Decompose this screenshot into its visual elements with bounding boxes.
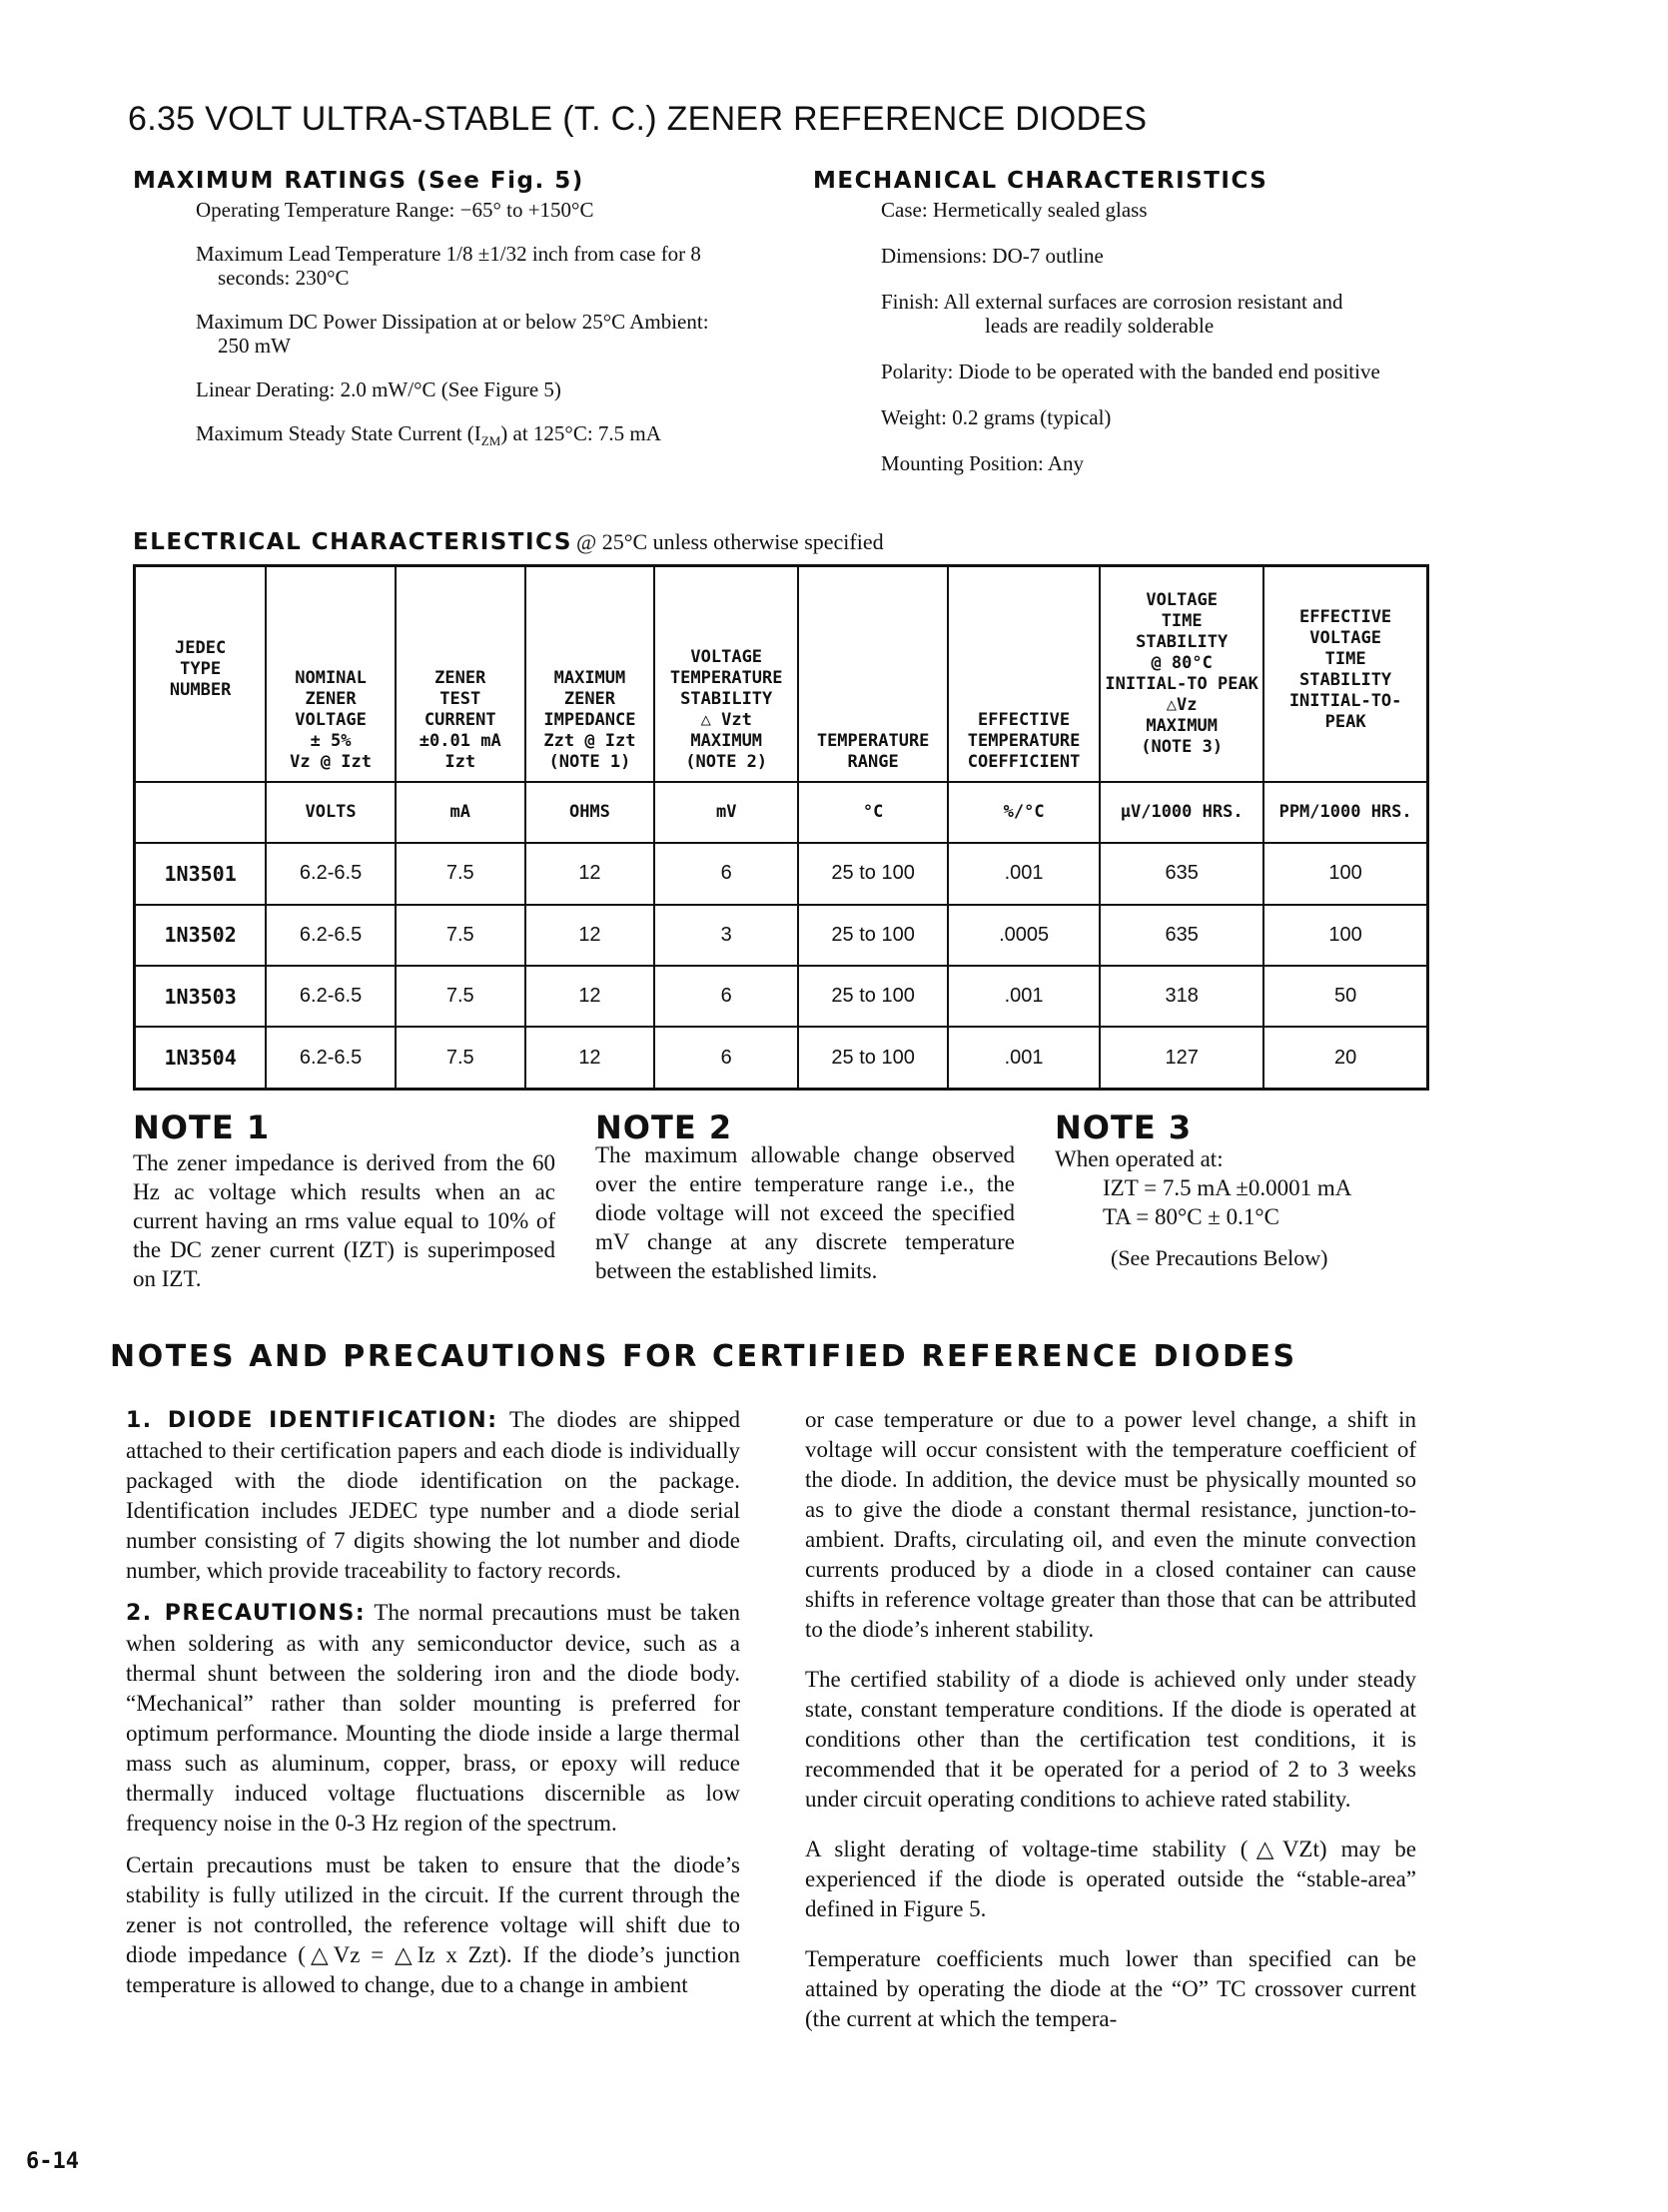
mech-weight: Weight: 0.2 grams (typical)	[881, 405, 1112, 429]
table-row	[135, 966, 1428, 1027]
cell-type: 1N3503	[135, 966, 267, 1027]
precautions-heading: 2. PRECAUTIONS:	[126, 1601, 367, 1626]
header-nominal-voltage: NOMINAL ZENER VOLTAGE ± 5% Vz @ Izt	[266, 566, 396, 782]
cell: 7.5	[396, 843, 525, 904]
rating-steady-current: Maximum Steady State Current $(I_{ZM})$ at 125°C: 7.5 mA	[196, 421, 661, 449]
rating-derating: Linear Derating: 2.0 mW/°C (See Figure 5)	[196, 377, 561, 401]
electrical-heading-row	[133, 529, 884, 555]
page-title: 6.35 VOLT ULTRA-STABLE (T. C.) ZENER REFERENCE DIODES	[128, 100, 1148, 138]
cell: 25 to 100	[798, 843, 948, 904]
header-test-current: ZENER TEST CURRENT ±0.01 mA Izt	[396, 566, 525, 782]
electrical-heading-suffix: @ 25°C unless otherwise specified	[575, 529, 884, 554]
table-units-row	[135, 782, 1428, 843]
max-ratings-heading: MAXIMUM RATINGS (See Fig. 5)	[133, 168, 584, 194]
cell: .001	[948, 966, 1100, 1027]
electrical-table	[133, 564, 1429, 1091]
precautions-left-column	[126, 1405, 740, 2012]
right-paragraph-1: or case temperature or due to a power level change, a shift in voltage will occur consistent with the temperature coefficient of the diode. In addition, the device must be physically mounted so as to give the diode a constant thermal resistance, junction-to-ambient. Drafts, circulating oil, and even the minute convection currents produced by a diode in a closed container can cause shifts in reference voltage greater than those that can be attributed to the diode’s inherent stability.	[805, 1407, 1416, 1642]
cell-type: 1N3502	[135, 905, 267, 966]
cell: 7.5	[396, 966, 525, 1027]
table-row	[135, 1027, 1428, 1089]
note-3-line: (See Precautions Below)	[1111, 1245, 1328, 1270]
cell: 25 to 100	[798, 905, 948, 966]
header-jedec: JEDEC TYPE NUMBER	[135, 566, 267, 782]
mech-case: Case: Hermetically sealed glass	[881, 198, 1148, 222]
precautions-right-column	[805, 1405, 1416, 2046]
header-temp-stability: VOLTAGE TEMPERATURE STABILITY △ Vzt MAXIMUM (NOTE 2)	[654, 566, 798, 782]
header-temp-coefficient: EFFECTIVE TEMPERATURE COEFFICIENT	[948, 566, 1100, 782]
cell: 100	[1263, 905, 1427, 966]
cell: 100	[1263, 843, 1427, 904]
cell: 3	[654, 905, 798, 966]
note-3-line: TA = 80°C ± 0.1°C	[1103, 1204, 1279, 1229]
cell-type: 1N3504	[135, 1027, 267, 1089]
unit-cell: °C	[798, 782, 948, 843]
cell: 635	[1100, 905, 1263, 966]
diode-identification-heading: 1. DIODE IDENTIFICATION:	[126, 1408, 498, 1433]
header-impedance: MAXIMUM ZENER IMPEDANCE Zzt @ Izt (NOTE 1)	[525, 566, 655, 782]
note-3-line: IZT = 7.5 mA ±0.0001 mA	[1103, 1175, 1352, 1200]
note-2-text: The maximum allowable change observed over the entire temperature range i.e., the diode voltage will not exceed the specified mV change at any discrete temperature between the established limits.	[595, 1142, 1015, 1283]
right-paragraph-2: The certified stability of a diode is achieved only under steady state, constant temperature conditions. If the diode is operated at conditions other than the certification test conditions, it is recommended that it be operated for a period of 2 to 3 weeks under circuit operating conditions to achieve rated stability.	[805, 1667, 1416, 1812]
header-temp-range: TEMPERATURE RANGE	[798, 566, 948, 782]
unit-cell: VOLTS	[266, 782, 396, 843]
cell: 12	[525, 843, 655, 904]
page-number: 6-14	[26, 2149, 79, 2174]
cell: 6.2-6.5	[266, 905, 396, 966]
diode-identification-paragraph: 1. DIODE IDENTIFICATION: The diodes are shipped attached to their certification papers and each diode is individually packaged with the diode identification on the package. Identification includes JEDEC type number and a diode serial number consisting of 7 digits showing the lot number and diode number, which provide traceability to factory records.	[126, 1407, 740, 1583]
cell: 6	[654, 1027, 798, 1089]
table-row	[135, 905, 1428, 966]
cell: 127	[1100, 1027, 1263, 1089]
note-3-heading: NOTE 3	[1055, 1108, 1193, 1146]
cell: 318	[1100, 966, 1263, 1027]
note-2-heading: NOTE 2	[595, 1108, 733, 1146]
note-3-text	[1055, 1144, 1454, 1272]
cell: 635	[1100, 843, 1263, 904]
unit-cell: mA	[396, 782, 525, 843]
mech-mounting: Mounting Position: Any	[881, 451, 1085, 475]
mech-finish: Finish: All external surfaces are corrosion resistant and leads are readily solderable	[881, 290, 1343, 338]
cell: 7.5	[396, 905, 525, 966]
right-paragraph-3: A slight derating of voltage-time stability (△VZt) may be experienced if the diode is operated outside the “stable-area” defined in Figure 5.	[805, 1837, 1416, 1921]
rating-operating-temp: Operating Temperature Range: −65° to +150°C	[196, 198, 594, 222]
mech-polarity: Polarity: Diode to be operated with the banded end positive	[881, 360, 1380, 383]
cell: 12	[525, 966, 655, 1027]
mech-dimensions: Dimensions: DO-7 outline	[881, 244, 1104, 268]
cell: 6.2-6.5	[266, 1027, 396, 1089]
cell: 25 to 100	[798, 966, 948, 1027]
cell: 6	[654, 843, 798, 904]
cell: 6.2-6.5	[266, 966, 396, 1027]
mechanical-heading: MECHANICAL CHARACTERISTICS	[813, 168, 1268, 194]
cell: 25 to 100	[798, 1027, 948, 1089]
table-row	[135, 843, 1428, 904]
electrical-heading: ELECTRICAL CHARACTERISTICS	[133, 529, 572, 555]
rating-lead-temp: Maximum Lead Temperature 1/8 ±1/32 inch from case for 8 seconds: 230°C	[196, 242, 701, 290]
max-ratings-list	[196, 198, 715, 473]
cell: 50	[1263, 966, 1427, 1027]
cell-type: 1N3501	[135, 843, 267, 904]
cell: 6	[654, 966, 798, 1027]
table-header-row	[135, 566, 1428, 782]
precautions-paragraph: 2. PRECAUTIONS: The normal precautions must be taken when soldering as with any semiconductor device, such as a thermal shunt between the soldering iron and the diode body. “Mechanical” rather than solder mounting is preferred for optimum performance. Mounting the diode inside a large thermal mass such as aluminum, copper, brass, or epoxy will reduce thermally induced voltage fluctuations discernible as low frequency noise in the 0-3 Hz region of the spectrum.	[126, 1600, 740, 1836]
precautions-title: NOTES AND PRECAUTIONS FOR CERTIFIED REFERENCE DIODES	[110, 1339, 1297, 1374]
header-time-stability: VOLTAGE TIME STABILITY @ 80°C INITIAL-TO PEAK △Vz MAXIMUM (NOTE 3)	[1100, 566, 1263, 782]
cell: 12	[525, 905, 655, 966]
unit-cell: OHMS	[525, 782, 655, 843]
unit-cell: mV	[654, 782, 798, 843]
cell: .0005	[948, 905, 1100, 966]
note-1-heading: NOTE 1	[133, 1108, 271, 1146]
cell: .001	[948, 1027, 1100, 1089]
cell: .001	[948, 843, 1100, 904]
cell: 6.2-6.5	[266, 843, 396, 904]
note-3-line: When operated at:	[1055, 1146, 1224, 1171]
cell: 7.5	[396, 1027, 525, 1089]
unit-cell: μV/1000 HRS.	[1100, 782, 1263, 843]
cell: 12	[525, 1027, 655, 1089]
note-1-text: The zener impedance is derived from the 60 Hz ac voltage which results when an ac current having an rms value equal to 10% of the DC zener current (IZT) is superimposed on IZT.	[133, 1150, 555, 1291]
rating-power: Maximum DC Power Dissipation at or below 25°C Ambient: 250 mW	[196, 310, 709, 358]
header-effective-time-stability: EFFECTIVE VOLTAGE TIME STABILITY INITIAL-TO- PEAK	[1263, 566, 1427, 782]
mechanical-list	[881, 198, 1390, 495]
cell: 20	[1263, 1027, 1427, 1089]
unit-cell: PPM/1000 HRS.	[1263, 782, 1427, 843]
precautions-paragraph-2: Certain precautions must be taken to ensure that the diode’s stability is fully utilized in the circuit. If the current through the zener is not controlled, the reference voltage will shift due to diode impedance (△Vz = △Iz x Zzt). If the diode’s junction temperature is allowed to change, due to a change in ambient	[126, 1852, 740, 1997]
unit-cell: %/°C	[948, 782, 1100, 843]
right-paragraph-4: Temperature coefficients much lower than specified can be attained by operating the diode at the “O” TC crossover current (the current at which the tempera-	[805, 1946, 1416, 2031]
unit-cell	[135, 782, 267, 843]
